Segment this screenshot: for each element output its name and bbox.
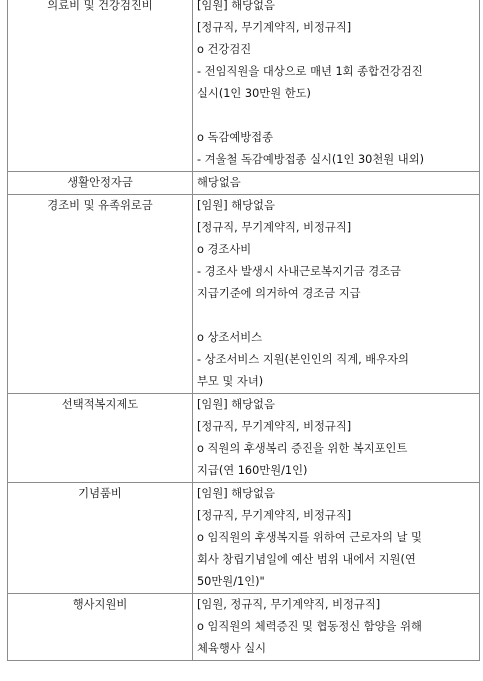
blank-line bbox=[197, 305, 475, 327]
detail-line: - 상조서비스 지원(본인인의 직계, 배우자의 bbox=[197, 353, 409, 366]
detail-line: 부모 및 자녀) bbox=[197, 375, 264, 388]
row-detail-cell bbox=[193, 394, 480, 483]
detail-line: [정규직, 무기계약직, 비정규직] bbox=[197, 21, 352, 34]
row-detail-cell bbox=[193, 594, 480, 661]
table-row bbox=[8, 594, 480, 661]
detail-line: 회사 창립기념일에 예산 범위 내에서 지원(연 bbox=[197, 553, 416, 566]
detail-line: [임원] 해당없음 bbox=[197, 199, 275, 212]
table-row bbox=[8, 195, 480, 394]
row-detail-cell bbox=[193, 483, 480, 594]
detail-line: 해당없음 bbox=[197, 176, 241, 189]
detail-line: 실시(1인 30만원 한도) bbox=[197, 87, 311, 100]
row-detail-cell bbox=[193, 172, 480, 195]
row-category-label: 경조비 및 유족위로금 bbox=[8, 195, 193, 394]
table-row bbox=[8, 172, 480, 195]
table-row bbox=[8, 483, 480, 594]
row-category-label: 행사지원비 bbox=[8, 594, 193, 661]
row-category-label: 의료비 및 건강검진비 bbox=[8, 0, 193, 172]
detail-line: [임원] 해당없음 bbox=[197, 398, 275, 411]
detail-line: [정규직, 무기계약직, 비정규직] bbox=[197, 509, 352, 522]
table-row bbox=[8, 394, 480, 483]
detail-line: o 경조사비 bbox=[197, 243, 252, 256]
row-category-label: 기념품비 bbox=[8, 483, 193, 594]
detail-line: o 독감예방접종 bbox=[197, 131, 273, 144]
detail-line: - 겨울철 독감예방접종 실시(1인 30천원 내외) bbox=[197, 153, 425, 166]
detail-line: - 경조사 발생시 사내근로복지기금 경조금 bbox=[197, 265, 401, 278]
row-category-label: 생활안정자금 bbox=[8, 172, 193, 195]
table-body bbox=[8, 0, 480, 661]
detail-line: [임원] 해당없음 bbox=[197, 487, 275, 500]
detail-line: o 상조서비스 bbox=[197, 331, 263, 344]
detail-line: o 임직원의 체력증진 및 협동정신 함양을 위해 bbox=[197, 620, 422, 633]
detail-line: [임원] 해당없음 bbox=[197, 0, 275, 12]
detail-line: [정규직, 무기계약직, 비정규직] bbox=[197, 420, 352, 433]
detail-line: 50만원/1인)" bbox=[197, 575, 265, 588]
blank-line bbox=[197, 105, 475, 127]
detail-line: o 건강검진 bbox=[197, 43, 252, 56]
detail-line: o 임직원의 후생복지를 위하여 근로자의 날 및 bbox=[197, 531, 422, 544]
detail-line: 지급기준에 의거하여 경조금 지급 bbox=[197, 287, 361, 300]
detail-line: 체육행사 실시 bbox=[197, 642, 267, 655]
table-row bbox=[8, 0, 480, 172]
detail-line: - 전임직원을 대상으로 매년 1회 종합건강검진 bbox=[197, 65, 423, 78]
detail-line: [정규직, 무기계약직, 비정규직] bbox=[197, 221, 352, 234]
detail-line: 지급(연 160만원/1인) bbox=[197, 464, 308, 477]
row-detail-cell bbox=[193, 0, 480, 172]
row-detail-cell bbox=[193, 195, 480, 394]
row-category-label: 선택적복지제도 bbox=[8, 394, 193, 483]
detail-line: [임원, 정규직, 무기계약직, 비정규직] bbox=[197, 598, 381, 611]
welfare-benefits-table bbox=[7, 0, 480, 661]
detail-line: o 직원의 후생복리 증진을 위한 복지포인트 bbox=[197, 442, 408, 455]
